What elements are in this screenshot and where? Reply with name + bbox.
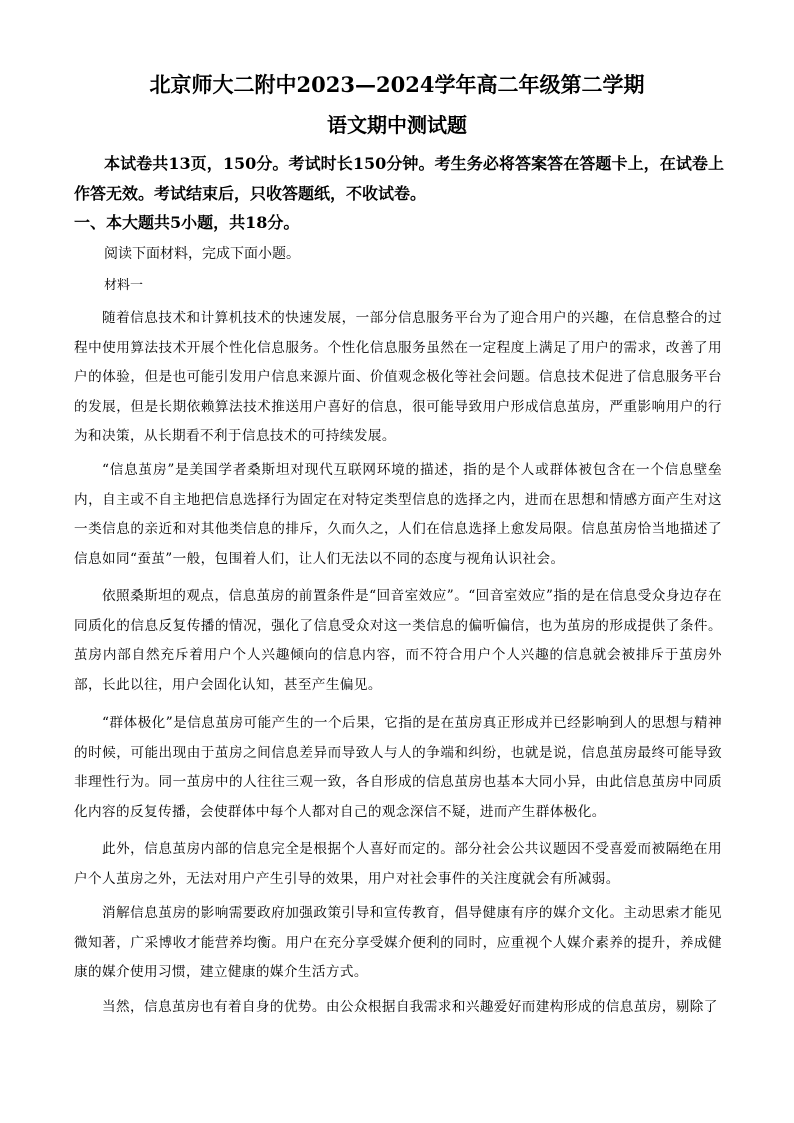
paragraph: 随着信息技术和计算机技术的快速发展，一部分信息服务平台为了迎合用户的兴趣，在信息整合的过程中使用算法技术开展个性化信息服务。个性化信息服务虽然在一定程度上满足了用户的需求，改善了用户的体验，但是也可能引发用户信息来源片面、价值观念极化等社会问题。信息技术促进了信息服务平台的发展，但是长期依赖算法技术推送用户喜好的信息，很可能导致用户形成信息茧房，严重影响用户的行为和决策，从长期看不利于信息技术的可持续发展。 [74,310,722,444]
exam-title: 北京师大二附中2023—2024学年高二年级第二学期 [149,72,645,97]
exam-notice: 本试卷共13页，150分。考试时长150分钟。考生务必将答案答在答题卡上，在试卷上作答无效。考试结束后，只收答题纸，不收试卷。 [74,154,724,203]
exam-subtitle: 语文期中测试题 [327,113,467,137]
section-heading: 一、本大题共5小题，共18分。 [74,213,300,232]
paragraph: “信息茧房”是美国学者桑斯坦对现代互联网环境的描述，指的是个人或群体被包含在一个信息壁垒内，自主或不自主地把信息选择行为固定在对特定类型信息的选择之内，进而在思想和情感方面产生对这一类信息的亲近和对其他类信息的排斥，久而久之，人们在信息选择上愈发局限。信息茧房恰当地描述了信息如同“蚕茧”一般，包围着人们，让人们无法以不同的态度与视角认识社会。 [74,462,722,567]
reading-instruction: 阅读下面材料，完成下面小题。 [104,246,300,262]
paragraph: 消解信息茧房的影响需要政府加强政策引导和宣传教育，倡导健康有序的媒介文化。主动思索才能见微知著，广采博收才能营养均衡。用户在充分享受媒介便利的同时，应重视个人媒介素养的提升，养成健康的媒介使用习惯，建立健康的媒介生活方式。 [74,905,722,980]
paragraph: 当然，信息茧房也有着自身的优势。由公众根据自我需求和兴趣爱好而建构形成的信息茧房，剔除了 [102,999,718,1015]
paragraph: “群体极化”是信息茧房可能产生的一个后果，它指的是在茧房真正形成并已经影响到人的思想与精神的时候，可能出现由于茧房之间信息差异而导致人与人的争端和纠纷，也就是说，信息茧房最终可能导致非理性行为。同一茧房中的人往往三观一致，各自形成的信息茧房也基本大同小异，由此信息茧房中同质化内容的反复传播，会使群体中每个人都对自己的观念深信不疑，进而产生群体极化。 [74,715,722,820]
paragraph: 此外，信息茧房内部的信息完全是根据个人喜好而定的。部分社会公共议题因不受喜爱而被隔绝在用户个人茧房之外，无法对用户产生引导的效果，用户对社会事件的关注度就会有所减弱。 [74,841,722,887]
paragraph: 依照桑斯坦的观点，信息茧房的前置条件是“回音室效应”。“回音室效应”指的是在信息受众身边存在同质化的信息反复传播的情况，强化了信息受众对这一类信息的偏听偏信，也为茧房的形成提供了条件。茧房内部自然充斥着用户个人兴趣倾向的信息内容，而不符合用户个人兴趣的信息就会被排斥于茧房外部，长此以往，用户会固化认知，甚至产生偏见。 [74,588,722,693]
material-label: 材料一 [104,278,144,293]
